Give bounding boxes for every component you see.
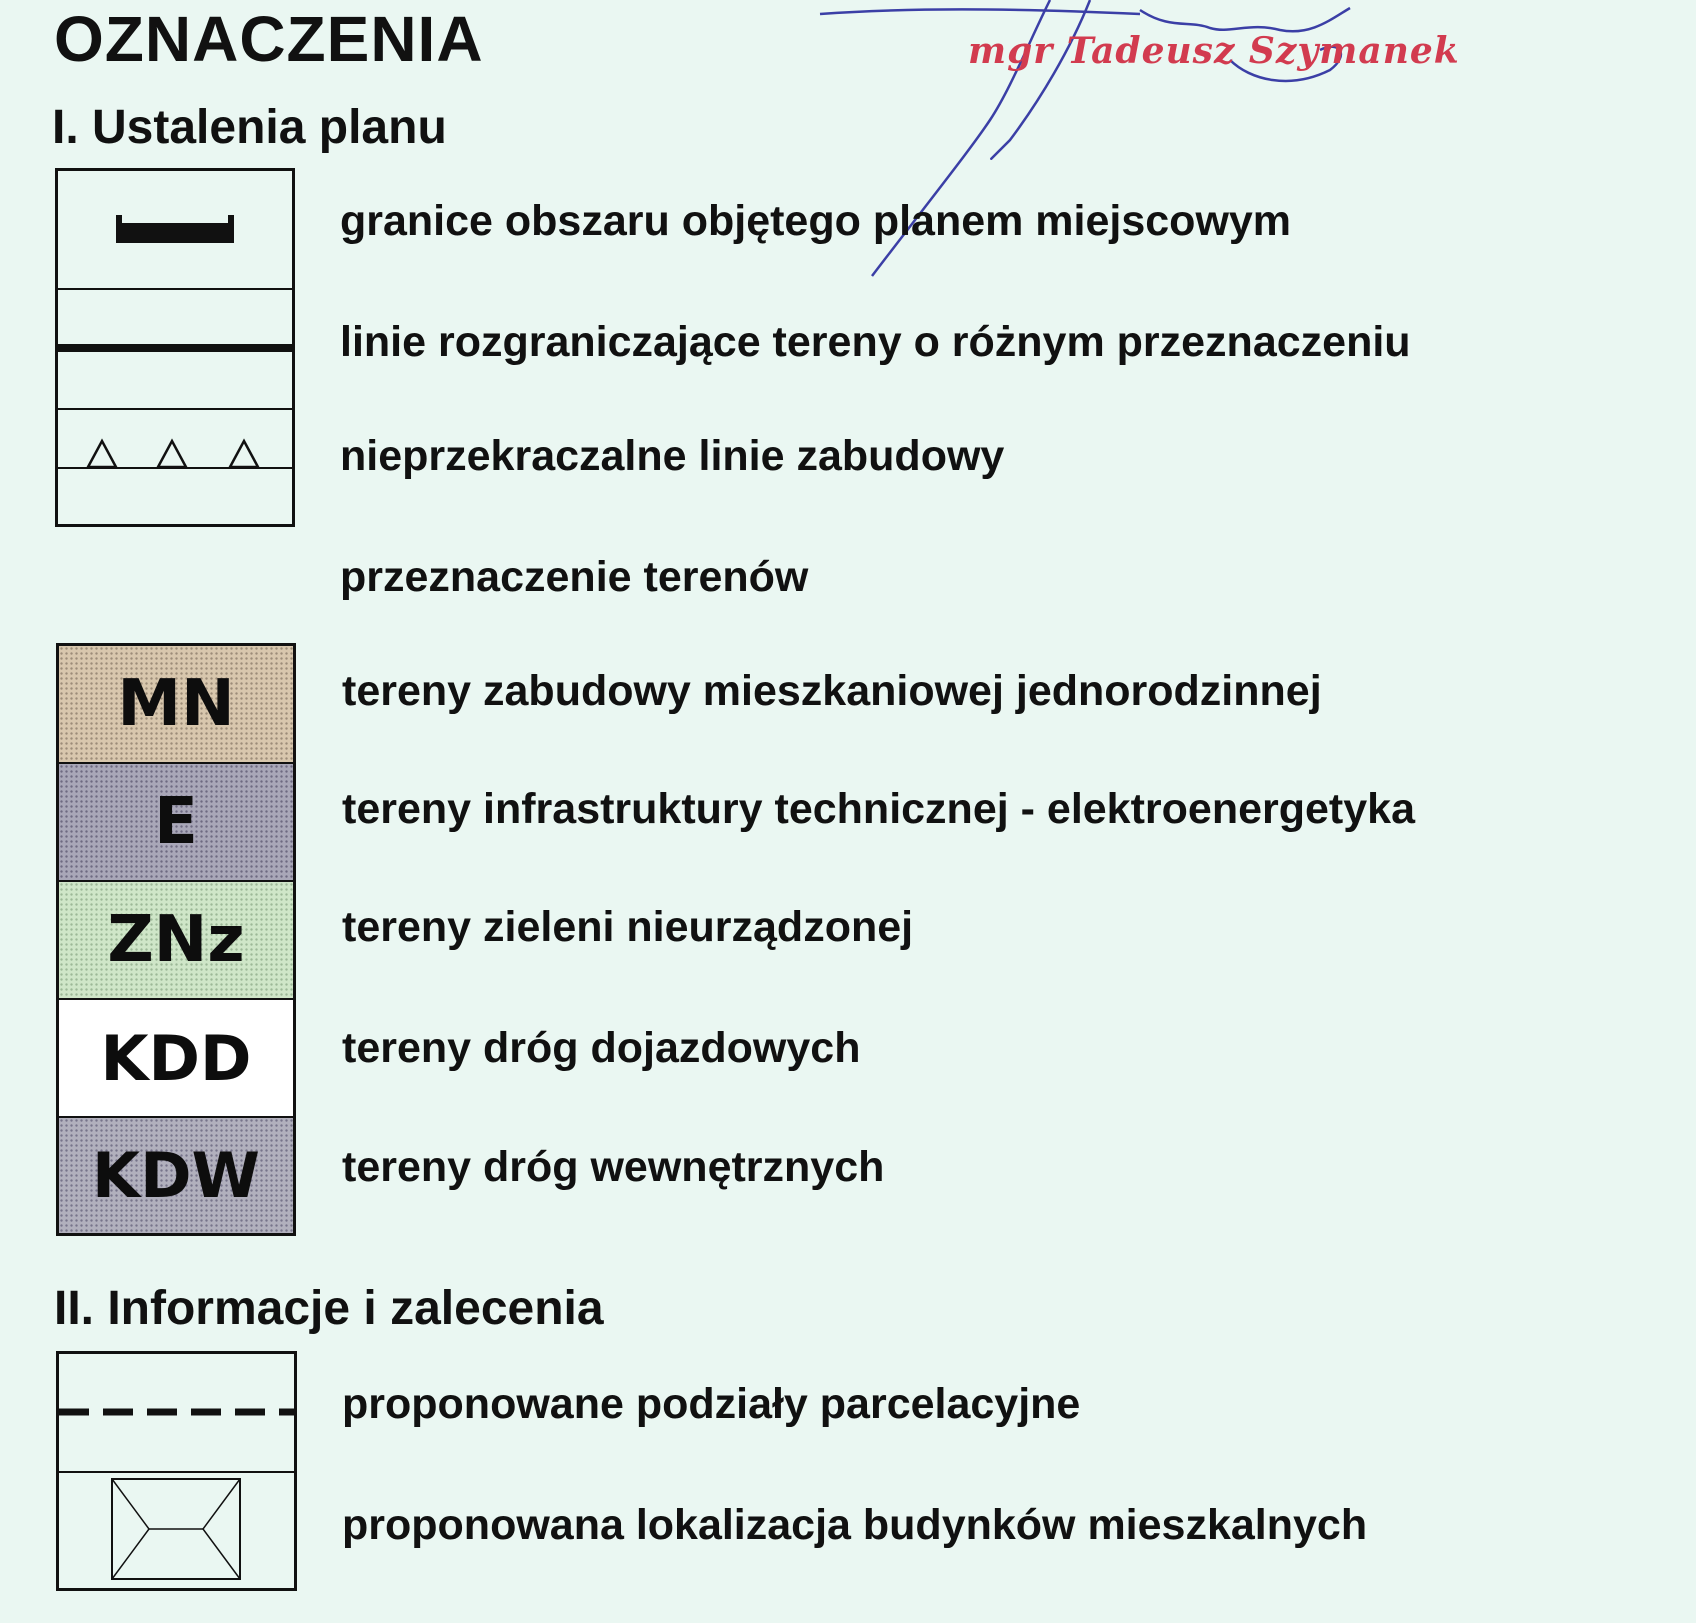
zone-label-znz: tereny zieleni nieurządzonej [342,903,914,951]
building-line-triangles-icon [58,410,292,524]
line-label-boundary: granice obszaru objętego planem miejscowym [340,197,1292,245]
info-symbols-box [56,1351,297,1591]
section-2-heading: II. Informacje i zalecenia [54,1282,604,1335]
zone-label-mn: tereny zabudowy mieszkaniowej jednorodzinnej [342,667,1322,715]
line-symbols-box [55,168,295,527]
legend-title: OZNACZENIA [54,3,484,75]
line-label-dividing: linie rozgraniczające tereny o różnym przeznaczeniu [340,318,1411,366]
boundary-line-icon [58,171,292,290]
zoning-symbols-box [56,643,296,1236]
zone-code-e: E [59,764,293,882]
info-label-buildings: proponowana lokalizacja budynków mieszkalnych [342,1501,1368,1549]
zone-label-kdd: tereny dróg dojazdowych [342,1024,861,1072]
signature-stamp: mgr Tadeusz Szymanek [968,30,1460,72]
dividing-line-icon [58,290,292,410]
zone-code-kdw: KDW [59,1118,293,1233]
zone-code-mn: MN [59,646,293,764]
zoning-heading: przeznaczenie terenów [340,553,809,601]
zone-code-znz: ZNz [59,882,293,1000]
line-label-building-limit: nieprzekraczalne linie zabudowy [340,432,1005,480]
dashed-line-icon [59,1354,294,1473]
zone-label-e: tereny infrastruktury technicznej - elektroenergetyka [342,785,1415,833]
building-envelope-icon [59,1473,294,1588]
zone-label-kdw: tereny dróg wewnętrznych [342,1143,885,1191]
info-label-parcels: proponowane podziały parcelacyjne [342,1380,1081,1428]
zone-code-kdd: KDD [59,1000,293,1118]
section-1-heading: I. Ustalenia planu [52,101,447,154]
